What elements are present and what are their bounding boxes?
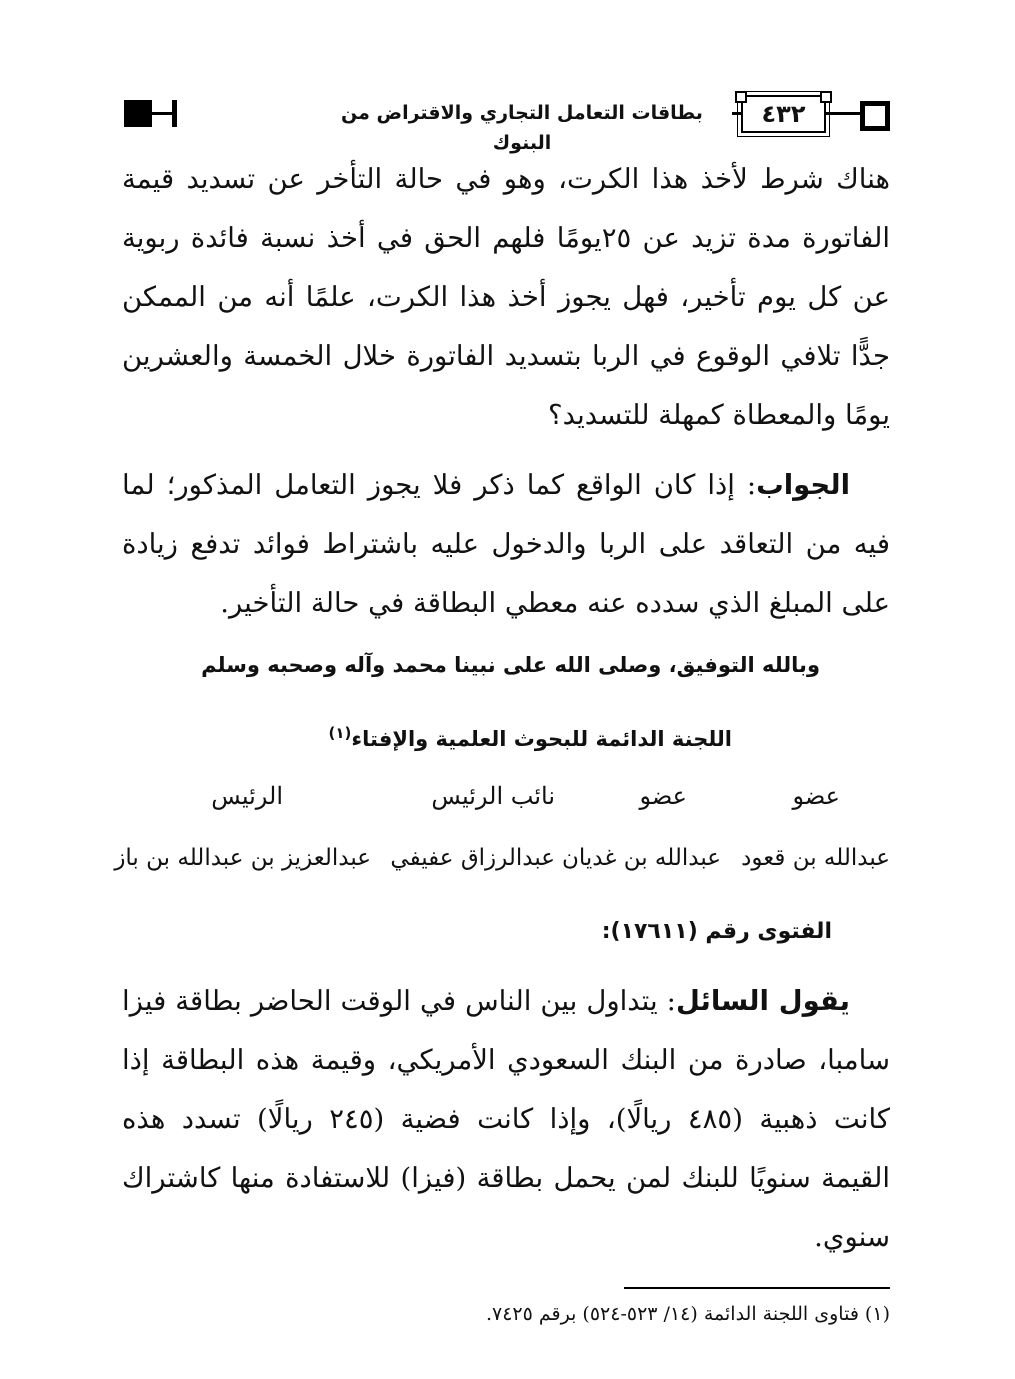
answer-label: الجواب bbox=[756, 469, 850, 501]
question2-paragraph bbox=[122, 972, 890, 1267]
signatory-name: عبدالرزاق عفيفي bbox=[390, 845, 555, 871]
footnote-reference: (١) bbox=[328, 724, 352, 742]
running-header bbox=[122, 92, 890, 154]
answer-text: : إذا كان الواقع كما ذكر فلا يجوز التعامل المذكور؛ لما فيه من التعاقد على الربا والدخول عليه باشتراط فوائد تدفع زيادة على المبلغ الذي سدده عنه معطي البطاقة في حالة التأخير. bbox=[122, 469, 890, 619]
footnote-rule bbox=[624, 1287, 890, 1289]
footnote: (١) فتاوى اللجنة الدائمة (١٤/ ٥٢٣-٥٢٤) برقم ٧٤٢٥. bbox=[485, 1303, 890, 1325]
fatwa-heading: الفتوى رقم (١٧٦١١): bbox=[601, 919, 832, 944]
signatory-name: عبدالعزيز بن عبدالله بن باز bbox=[114, 845, 371, 871]
signatory-role: عضو bbox=[792, 782, 840, 810]
question2-label: يقول السائل bbox=[675, 985, 850, 1017]
signatory-role: عضو bbox=[639, 782, 687, 810]
header-ornament-right bbox=[860, 101, 890, 131]
committee-line bbox=[122, 712, 890, 760]
header-ornament-left bbox=[124, 100, 152, 127]
page-number: ٤٣٢ bbox=[761, 100, 806, 128]
signatory-role: الرئيس bbox=[211, 782, 283, 810]
question-continuation bbox=[122, 150, 890, 445]
question-text: هناك شرط لأخذ هذا الكرت، وهو في حالة التأخر عن تسديد قيمة الفاتورة مدة تزيد عن ٢٥يومًا فلهم الحق في أخذ نسبة فائدة ربوية عن كل يوم تأخير، فهل يجوز أخذ هذا الكرت، علمًا أنه من الممكن جدًّا تلافي الوقوع في الربا بتسديد الفاتورة خلال الخمسة والعشرين يومًا والمعطاة كمهلة للتسديد؟ bbox=[122, 163, 891, 431]
committee-name: اللجنة الدائمة للبحوث العلمية والإفتاء bbox=[351, 727, 732, 751]
question2-text: : يتداول بين الناس في الوقت الحاضر بطاقة فيزا سامبا، صادرة من البنك السعودي الأمريكي، وقيمة هذه البطاقة إذا كانت ذهبية (٤٨٥ ريالًا)، وإذا كانت فضية (٢٤٥ ريالًا) تسدد هذه القيمة سنويًا للبنك لمن يحمل بطاقة (فيزا) للاستفادة منها كاشتراك سنوي. bbox=[122, 985, 890, 1253]
signatory-name: عبدالله بن قعود bbox=[741, 845, 890, 871]
signatory-role: نائب الرئيس bbox=[431, 782, 555, 810]
header-rule-left bbox=[152, 112, 172, 115]
answer-block bbox=[122, 456, 890, 633]
signatory-name: عبدالله بن غديان bbox=[561, 845, 721, 871]
page-number-frame bbox=[741, 95, 826, 133]
fatwa-heading-block bbox=[122, 913, 890, 951]
question2-block bbox=[122, 972, 890, 1267]
answer-paragraph bbox=[122, 456, 890, 633]
header-ornament-left-thin bbox=[172, 100, 177, 127]
closing-line: وبالله التوفيق، وصلى الله على نبينا محمد وآله وصحبه وسلم bbox=[201, 653, 820, 677]
header-title: بطاقات التعامل التجاري والاقتراض من البنوك bbox=[312, 98, 732, 158]
closing-block bbox=[122, 645, 890, 685]
committee-block bbox=[122, 712, 890, 760]
